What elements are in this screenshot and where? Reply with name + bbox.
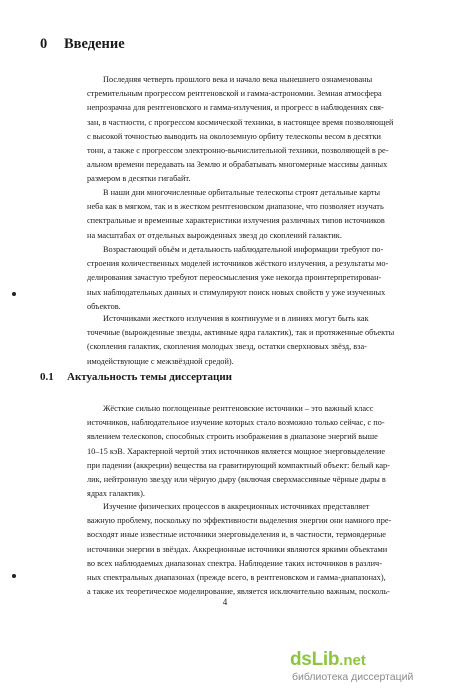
text-line: ядрах галактик). xyxy=(87,489,145,499)
text-line: Жёсткие сильно поглощенные рентгеновские источники – это важный класс xyxy=(103,404,374,413)
paragraph xyxy=(87,500,405,599)
text-line: неба как в мягком, так и в жестком рентгеновском диапазоне, что позволяет изучать xyxy=(87,202,384,212)
text-line: (скопления галактик, скопления молодых звезд, остатки сверхновых звёзд, вза- xyxy=(87,342,367,352)
section-number: 0.1 xyxy=(40,371,54,383)
binding-hole-mark xyxy=(12,292,16,296)
text-line: восходят иные известные источники энерговыделения и, в частности, термоядерные xyxy=(87,530,386,540)
paragraph xyxy=(87,312,405,369)
text-line: делирования зачастую требуют переосмысления уже некогда проинтерпретирован- xyxy=(87,273,382,283)
text-line: спектральные и временные характеристики излучения различных типов источников xyxy=(87,216,385,226)
text-line: альном времени передавать на Землю и обрабатывать многомерные массивы данных xyxy=(87,160,388,170)
text-line: зан, в частности, с прогрессом космической техники, в настоящее время позволяющей xyxy=(87,117,394,127)
text-line: ных спектральных диапазонах (прежде всего, в рентгеновском и гамма-диапазонах), xyxy=(87,573,386,583)
watermark-brand: dsLib xyxy=(290,649,340,670)
text-line: непрозрачна для рентгеновского и гамма-излучения, и прогресс в наблюдениях свя- xyxy=(87,103,384,113)
text-line: точечные (вырожденные звезды, активные ядра галактик), так и протяженные объекты xyxy=(87,328,395,338)
text-line: размером в десятки гигабайт. xyxy=(87,174,191,184)
paragraph xyxy=(87,243,405,314)
paragraph xyxy=(87,73,405,187)
chapter-number: 0 xyxy=(40,36,48,52)
watermark-logo xyxy=(290,649,440,669)
text-line: Изучение физических процессов в аккреционных источниках представляет xyxy=(103,502,370,511)
chapter-heading xyxy=(40,36,125,53)
paragraph xyxy=(87,186,405,243)
text-line: имодействующие с межзвёздной средой). xyxy=(87,356,234,366)
text-line: ных наблюдательных данных и стимулируют поиск новых свойств у уже изученных xyxy=(87,287,386,297)
text-line: во всех наблюдаемых диапазонах спектра. Наблюдение таких источников в различ- xyxy=(87,558,382,568)
watermark-tld: .net xyxy=(339,652,366,669)
text-line: стремительным прогрессом рентгеновской и гамма-астрономии. Земная атмосфера xyxy=(87,89,382,99)
section-title: Актуальность темы диссертации xyxy=(67,371,232,383)
binding-hole-mark xyxy=(12,574,16,578)
text-line: источников, наблюдательное изучение которых стало возможно только сейчас, с по- xyxy=(87,418,385,428)
text-line: с высокой точностью выводить на околоземную орбиту телескопы весом в десятки xyxy=(87,131,381,141)
text-line: явлением телескопов, способных строить изображения в диапазоне энергий выше xyxy=(87,432,378,442)
watermark-tagline: библиотека диссертаций xyxy=(292,671,414,683)
paragraph xyxy=(87,402,405,501)
text-line: объектов. xyxy=(87,301,121,311)
text-line: на масштабах от отдельных вырожденных звезд до скоплений галактик. xyxy=(87,230,342,240)
text-line: тонн, а также с прогрессом электронно-вычислительной техники, позволяющей в ре- xyxy=(87,146,389,156)
text-line: В наши дни многочисленные орбитальные телескопы строят детальные карты xyxy=(103,188,381,197)
text-line: строения количественных моделей источников жёсткого излучения, а результаты мо- xyxy=(87,259,389,269)
text-line: при падении (аккреции) вещества на гравитирующий компактный объект: белый кар- xyxy=(87,460,390,470)
text-line: а также их теоретическое моделирование, является исключительно важным, посколь- xyxy=(87,587,390,597)
text-line: источники энергии в звёздах. Аккреционные источники являются яркими объектами xyxy=(87,544,388,554)
text-line: Источниками жесткого излучения в континууме и в линиях могут быть как xyxy=(103,314,369,323)
chapter-title: Введение xyxy=(64,36,125,52)
text-line: Возрастающий объём и детальность наблюдательной информации требуют по- xyxy=(103,245,384,254)
text-line: Последняя четверть прошлого века и начало века нынешнего ознаменованы xyxy=(103,75,373,84)
text-line: важную проблему, поскольку по эффективности выделения энергии они намного пре- xyxy=(87,516,392,526)
text-line: 10–15 кэВ. Характерной чертой этих источников является мощное энерговыделение xyxy=(87,446,386,456)
section-heading xyxy=(40,371,232,383)
watermark xyxy=(290,645,440,685)
text-line: лик, нейтронную звезду или чёрную дыру (включая сверхмассивные чёрные дыры в xyxy=(87,475,386,485)
page-number: 4 xyxy=(222,597,228,607)
